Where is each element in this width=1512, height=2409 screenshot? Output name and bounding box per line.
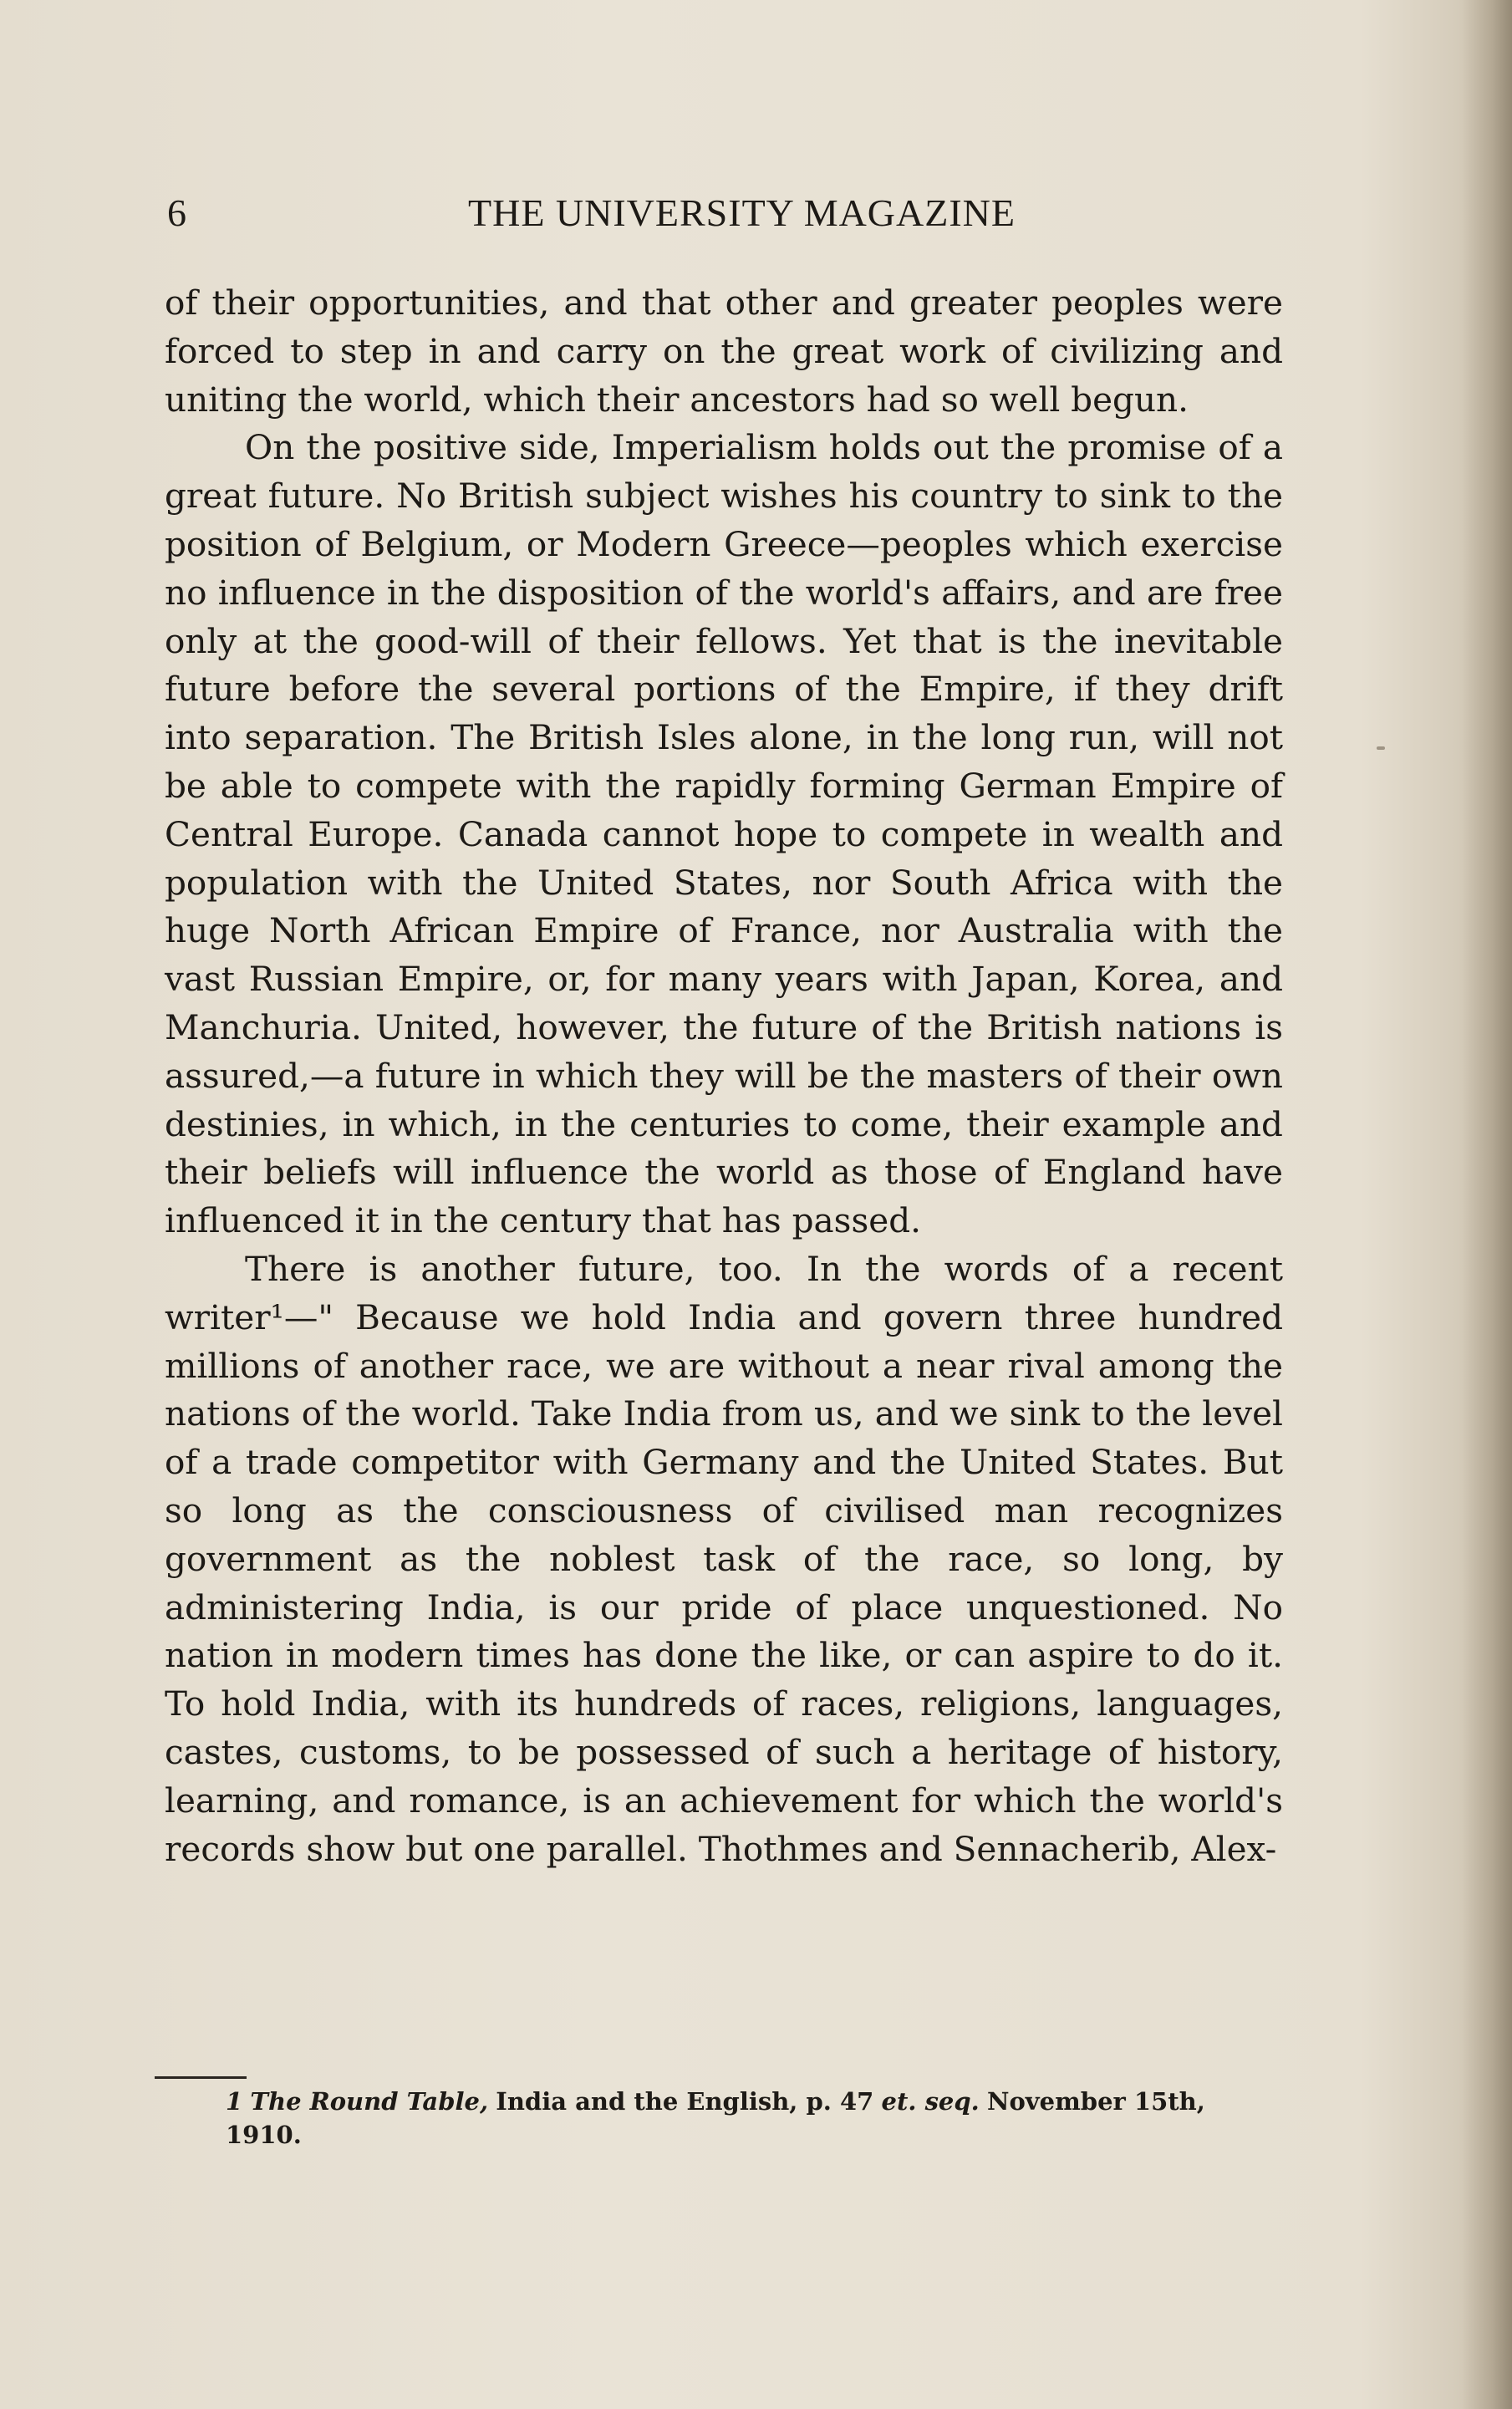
page-number: 6 [167,191,186,234]
footnote-rule [155,2076,247,2079]
footnote [226,2085,1283,2152]
page-shadow-edge [1462,0,1512,2409]
footnote-etseq: et. seq. [881,2087,980,2116]
paragraph: There is another future, too. In the words of a recent writer¹—" Because we hold India and govern three hundred millions of another race, we are without a near rival among the nations of the world. Take India from us, and we sink to the level of a trade competitor with Germany and the United States. But so long as the consciousness of civilised man recognizes government as the noblest task of the race, so long, by administering India, is our pride of place unquestioned. No nation in modern times has done the like, or can aspire to do it. To hold India, with its hundreds of races, religions, languages, castes, customs, to be possessed of such a heritage of history, learning, and romance, is an achievement for which the world's records show but one parallel. Thothmes and Sennacherib, Alex- [165,1248,1283,1869]
paper-speck [1377,746,1385,750]
paragraph: of their opportunities, and that other and greater peoples were forced to step in and carry on the great work of civilizing and uniting the world, which their ancestors had so well begun. [165,283,1283,420]
footnote-source-title: The Round Table, [250,2087,489,2116]
footnote-marker: 1 [226,2087,243,2116]
page-header [167,191,1283,241]
footnote-date: November 15th, 1910. [226,2087,1205,2149]
running-title: THE UNIVERSITY MAGAZINE [468,191,1016,234]
footnote-source-detail: India and the English, p. 47 [496,2087,874,2116]
paragraph: On the positive side, Imperialism holds out the promise of a great future. No British subject wishes his country to sink to the position of Belgium, or Modern Greece—peoples which exercise no influence in the disposition of the world's affairs, and are free only at the good-will of their fellows. Yet that is the inevitable future before the several portions of the Empire, if they drift into separation. The British Isles alone, in the long run, will not be able to compete with the rapidly forming German Empire of Central Europe. Canada cannot hope to compete in wealth and population with the United States, nor South Africa with the huge North African Empire of France, nor Australia with the vast Russian Empire, or, for many years with Japan, Korea, and Manchuria. United, however, the future of the British nations is assured,—a future in which they will be the masters of their own destinies, in which, in the centuries to come, their example and their beliefs will influence the world as those of England have influenced it in the century that has passed. [165,427,1283,1241]
body-text [165,279,1283,1873]
